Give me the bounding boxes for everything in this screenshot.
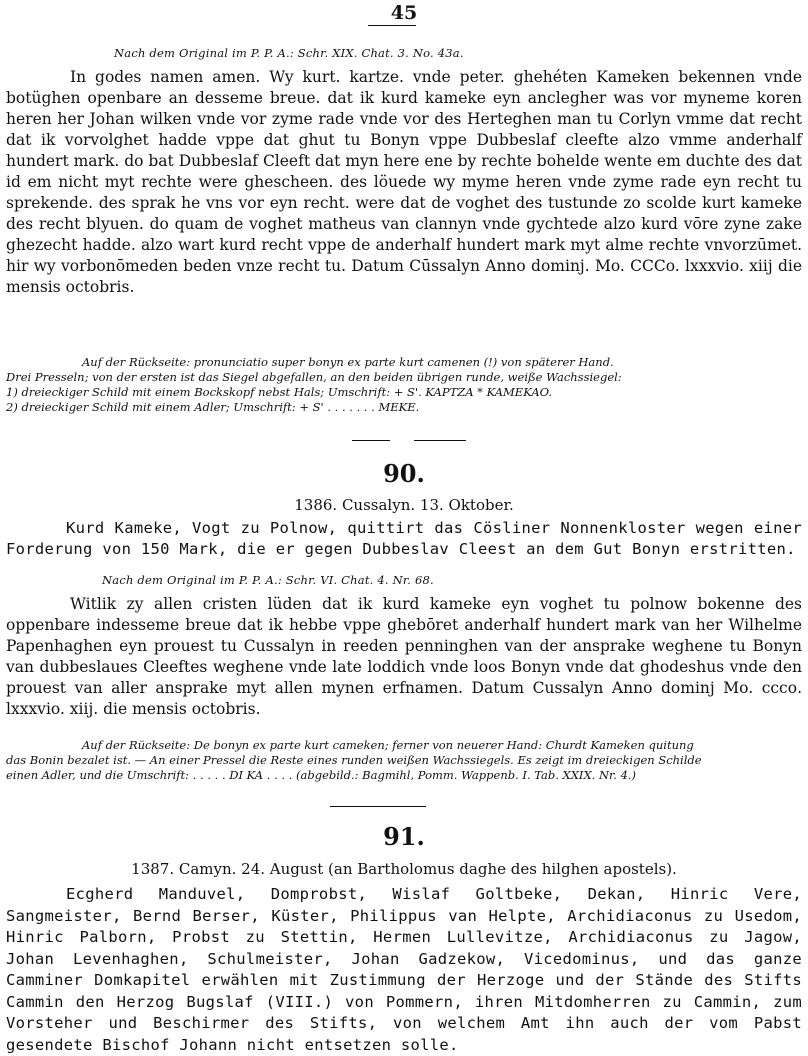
doc1-notes [6, 355, 802, 415]
doc3-regest-block [6, 884, 802, 1056]
doc1-note-4: 2) dreieckiger Schild mit einem Adler; Umschrift: + S' . . . . . . . MEKE. [6, 400, 420, 414]
doc1-source: Nach dem Original im P. P. A.: Schr. XIX. Chat. 3. No. 43a. [114, 46, 464, 60]
doc3-number: 91. [383, 822, 425, 851]
doc3-date-line: 1387. Camyn. 24. August (an Bartholomus daghe des hilghen apostels). [131, 860, 677, 878]
doc2-notes [6, 738, 802, 783]
doc2-number: 90. [383, 459, 425, 488]
doc1-text: In godes namen amen. Wy kurt. kartze. vnde peter. ghehéten Kameken bekennen vnde botüghen openbare an desseme breue. dat ik kurd kameke eyn anclegher was vor myneme koren heren her Johan wilken vnde vor zyme rade vnde vor des Herteghen man tu Corlyn vmme dat recht dat ik vorvolghet hadde vppe dat ghut tu Bonyn vppe Dubbeslaf cleefte alzo vmme anderhalf hundert mark. do bat Dubbeslaf Cleeft dat myn here ene by rechte bohelde wente em duchte des dat id em nicht myt rechte were ghescheen. des löuede wy myme heren vnde zyme rade eyn recht tu sprekende. des sprak he vns vor eyn recht. were dat de voghet des tustunde zo scolde kurt kameke des recht blyuen. do quam de voghet matheus van clannyn vnde gychtede alzo kurd vōre zyne zake ghezecht hadde. alzo wart kurd recht vppe de anderhalf hundert mark myt alme rechte vnvorzūmet. hir wy vorbonōmeden beden vnze recht tu. Datum Cūssalyn Anno dominj. Mo. CCCo. lxxxvio. xiij die mensis octobris. [6, 68, 802, 296]
page-number-rule [368, 25, 416, 26]
doc2-regest-block [6, 518, 802, 560]
doc3-date-line-block [6, 860, 802, 878]
doc2-note-1: Auf der Rückseite: De bonyn ex parte kurt cameken; ferner von neuerer Hand: Churdt Kameken quitung [82, 738, 694, 752]
separator-rule [414, 440, 466, 441]
doc2-date-line: 1386. Cussalyn. 13. Oktober. [294, 496, 514, 514]
doc2-date-line-block [6, 496, 802, 514]
doc1-note-1: Auf der Rückseite: pronunciatio super bonyn ex parte kurt camenen (!) von späterer Hand. [82, 355, 614, 369]
doc1-text-block [6, 67, 802, 298]
separator-rule [330, 806, 426, 807]
doc1-note-3: 1) dreieckiger Schild mit einem Bockskopf nebst Hals; Umschrift: + S'. KAPTZA * KAMEKAO. [6, 385, 553, 399]
doc2-note-3: einen Adler, und die Umschrift: . . . . . DI KA . . . . (abgebild.: Bagmihl, Pomm. Wappenb. I. Tab. XXIX. Nr. 4.) [6, 768, 637, 782]
page-number: 45 [390, 2, 418, 24]
doc2-regest: Kurd Kameke, Vogt zu Polnow, quittirt das Cösliner Nonnenkloster wegen einer Forderung von 150 Mark, die er gegen Dubbeslav Cleest an dem Gut Bonyn erstritten. [6, 519, 802, 558]
doc2-text-block [6, 594, 802, 720]
doc2-text: Witlik zy allen cristen lüden dat ik kurd kameke eyn voghet tu polnow bokenne des oppenbare indesseme breue dat ik hebbe vppe ghebōret anderhalf hundert mark van her Wilhelme Papenhaghen eyn prouest tu Cussalyn in reeden penninghen van der ansprake weghene tu Bonyn van dubbeslaues Cleeftes weghene vnde late loddich vnde loos Bonyn vnde dat ghodeshus vnde den prouest van aller ansprake myt allen mynen erfnamen. Datum Cussalyn Anno dominj Mo. cccо. lxxxvio. xiij. die mensis octobris. [6, 595, 802, 718]
doc3-regest: Ecgherd Manduvel, Domprobst, Wislaf Goltbeke, Dekan, Hinric Vere, Sangmeister, Bernd Berser, Küster, Philippus van Helpte, Archidiaconus zu Usedom, Hinric Palborn, Probst zu Stettin, Hermen Lullevitze, Archidiaconus zu Jagow, Johan Levenhaghen, Schulmeister, Johan Gadzekow, Vicedominus, und das ganze Camminer Domkapitel erwählen mit Zustimmung der Herzoge und der Stände des Stifts Cammin den Herzog Bugslaf (VIII.) von Pommern, ihren Mitdomherren zu Cammin, zum Vorsteher und Beschirmer des Stifts, von welchem Amt ihn auch der vom Pabst gesendete Bischof Johann nicht entsetzen solle. [6, 885, 802, 1054]
separator-rule [352, 440, 390, 441]
doc1-note-2: Drei Presseln; von der ersten ist das Siegel abgefallen, an den beiden übrigen runde, weiße Wachssiegel: [6, 370, 622, 384]
doc2-note-2: das Bonin bezalet ist. — An einer Pressel die Reste eines runden weißen Wachssiegels. Es zeigt im dreieckigen Schilde [6, 753, 702, 767]
doc2-source: Nach dem Original im P. P. A.: Schr. VI. Chat. 4. Nr. 68. [102, 573, 434, 587]
